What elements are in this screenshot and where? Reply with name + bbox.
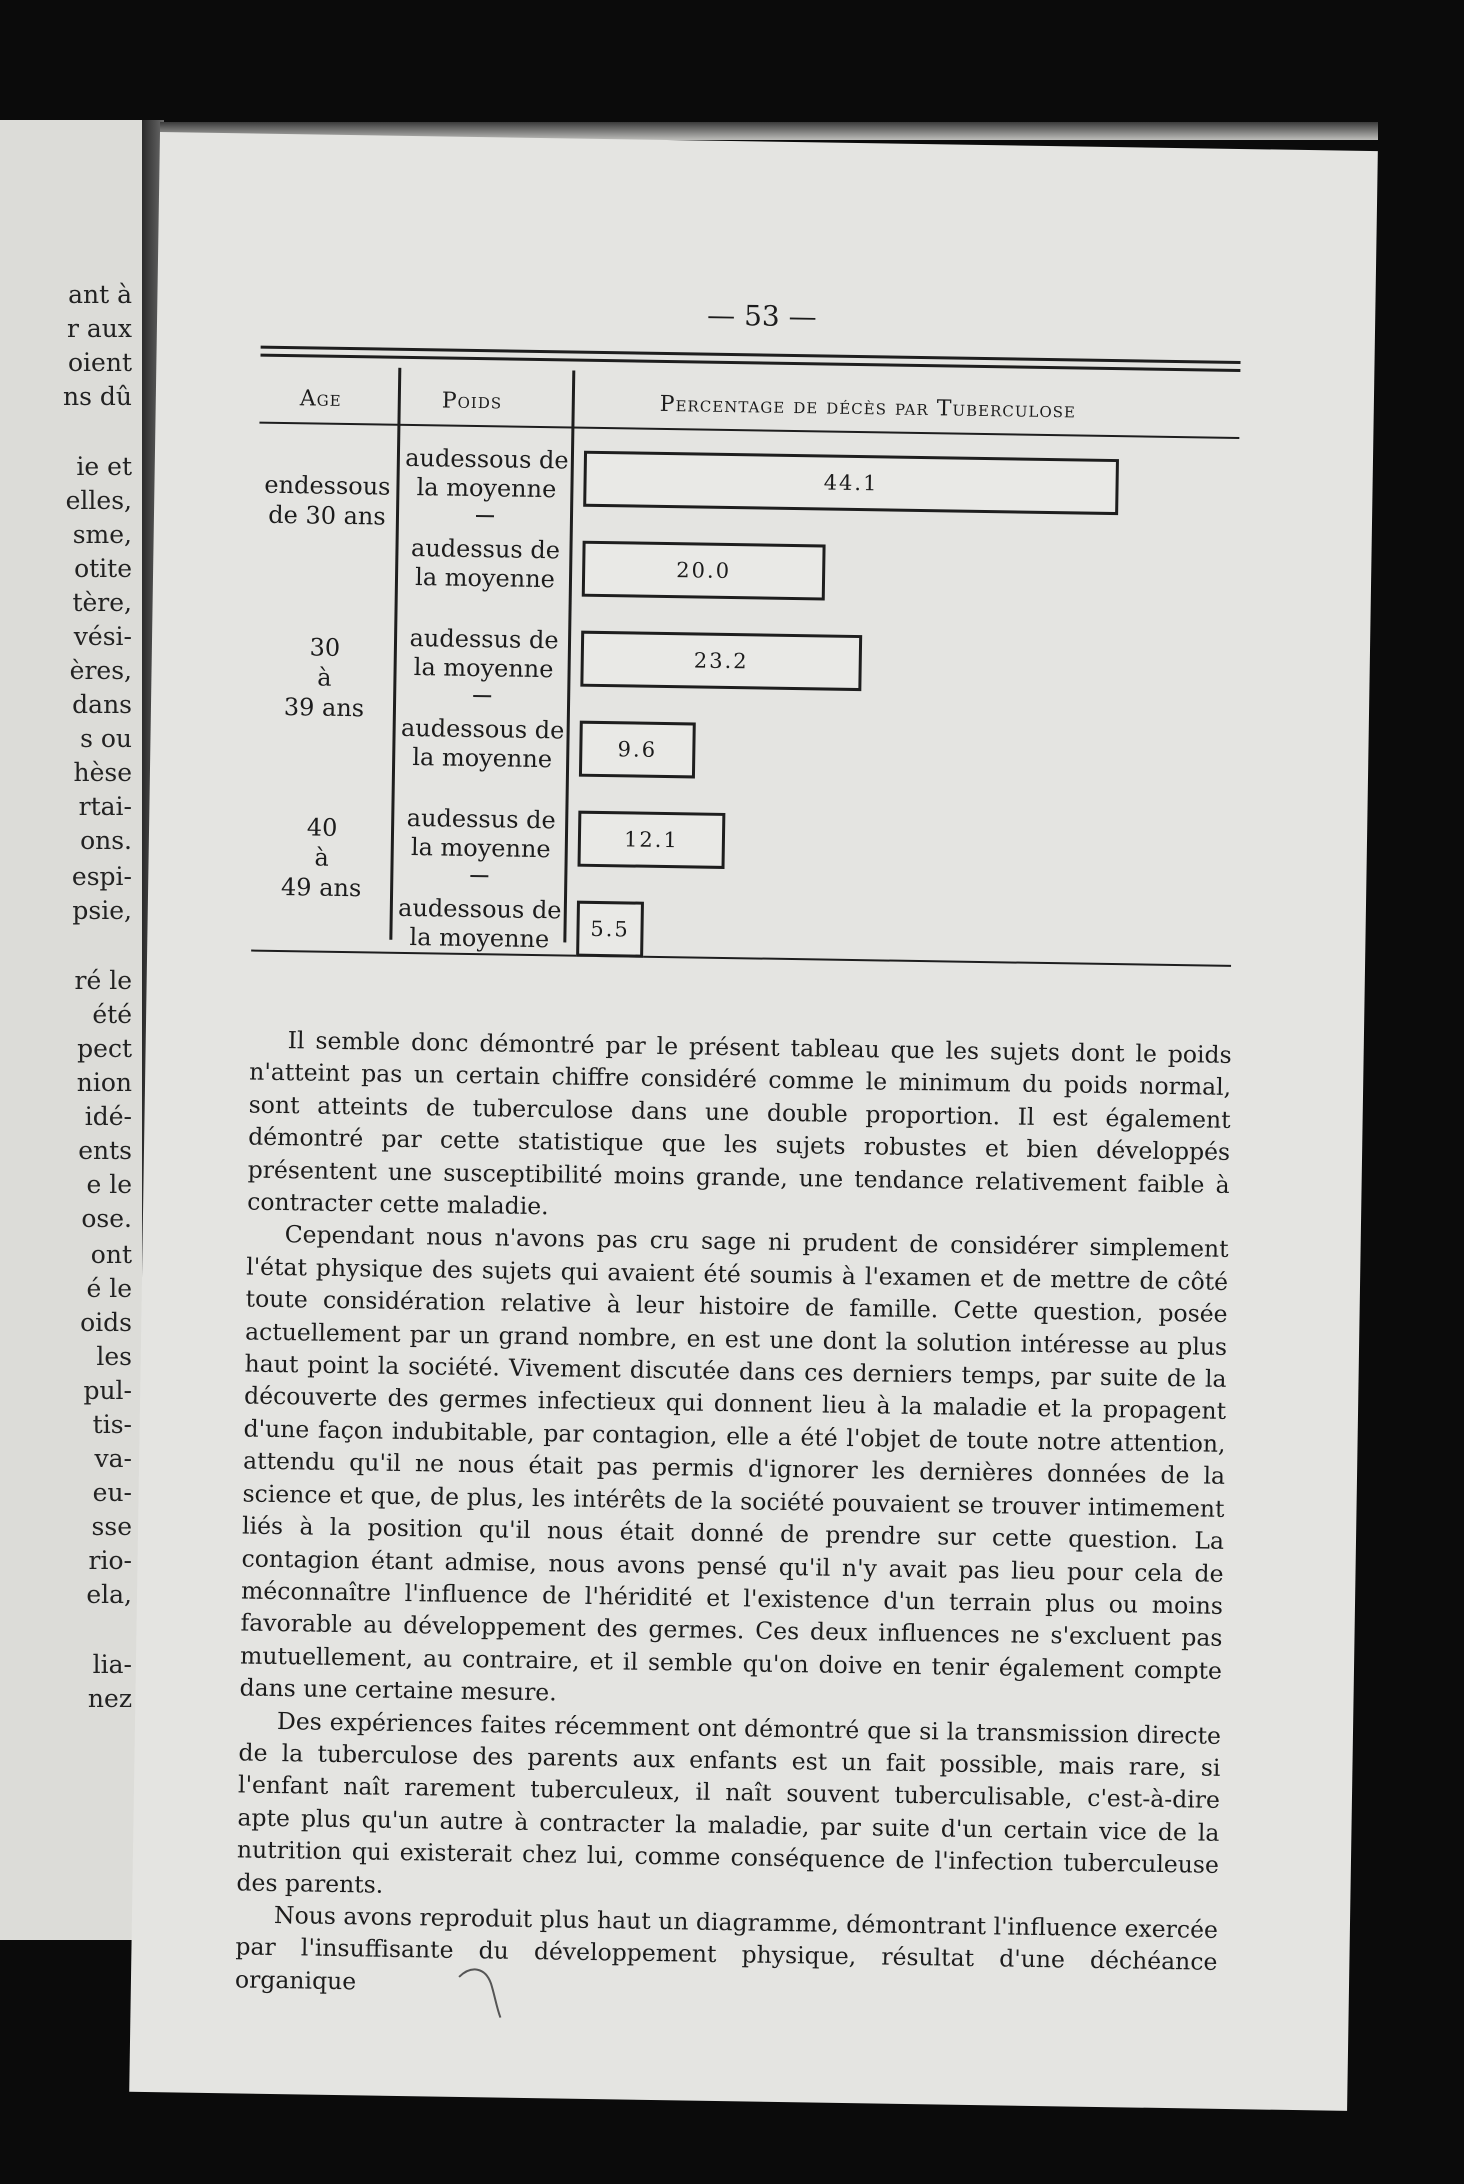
facing-page-text: ont	[90, 1240, 132, 1269]
paragraph: Cependant nous n'avons pas cru sage ni prudent de considérer simplement l'état physique des sujets qui avaient été soumis à l'examen et de mettre de côté toute considération relative à leur histoire de famille. Cette question, posée actuellement par un grand nombre, en est une dont la solution intéresse au plus haut point la société. Vivement discutée dans ces derniers temps, par suite de la découverte des germes infectieux qui donnent lieu à la maladie et la propagent d'une façon indubitable, par contagion, elle a été l'objet de toute notre attention, attendu qu'il ne nous était pas permis d'ignorer les dernières données de la science et que, de plus, les intérêts de la société pouvaient se trouver intimement liés à la position qu'il nous était donné de prendre sur cette question. La contagion étant admise, nous avons pensé qu'il n'y avait pas lieu pour cela de méconnaître l'influence de l'héridité et l'existence d'un terrain plus ou moins favorable au développement des germes. Ces deux influences ne s'excluent pas mutuellement, au contraire, et il semble qu'on doive en tenir également compte dans une certaine mesure.	[239, 1220, 1229, 1707]
bar-value: 9.6	[617, 737, 658, 762]
facing-page-text: hèse	[73, 758, 132, 787]
facing-page-text: oient	[68, 348, 132, 377]
age-group-label: 40 à 49 ans	[280, 813, 362, 903]
table-top-rule-2	[260, 354, 1240, 372]
facing-page-text: tère,	[72, 588, 132, 617]
facing-page-text: psie,	[72, 896, 132, 925]
facing-page-text: oids	[80, 1308, 132, 1337]
header-poids: Poids	[441, 388, 503, 415]
bar-value: 12.1	[623, 827, 680, 853]
facing-page-text: les	[96, 1342, 132, 1371]
percentage-bar	[576, 901, 644, 958]
poids-label: audessus de la moyenne	[406, 803, 556, 864]
facing-page-text: ose.	[81, 1204, 132, 1233]
facing-page-text: va-	[94, 1444, 132, 1473]
age-group-label: 30 à 39 ans	[283, 633, 365, 723]
poids-label: audessus de la moyenne	[410, 533, 561, 594]
facing-page-text: é le	[86, 1274, 132, 1303]
facing-page-text: ères,	[69, 656, 132, 685]
bar-value: 44.1	[823, 470, 879, 496]
facing-page-text: ant à	[68, 280, 132, 309]
facing-page-text: pul-	[83, 1376, 132, 1405]
facing-page-fragment	[0, 120, 142, 1940]
facing-page-text: ré le	[74, 966, 132, 995]
facing-page-text: pect	[77, 1034, 132, 1063]
poids-label: audessus de la moyenne	[409, 623, 559, 684]
header-percentage: Percentage de décès par Tuberculose	[659, 391, 1077, 424]
facing-page-text: nez	[87, 1684, 132, 1713]
page-number: — 53 —	[706, 298, 817, 334]
facing-page-text: espi-	[71, 862, 132, 891]
facing-page-text: sme,	[72, 520, 132, 549]
bar-value: 23.2	[693, 648, 749, 674]
facing-page-text: elles,	[65, 486, 132, 515]
facing-page-text: ela,	[86, 1580, 132, 1609]
facing-page-text: été	[92, 1000, 132, 1029]
facing-page-text: otite	[74, 554, 132, 583]
poids-label: audessous de la moyenne	[397, 893, 562, 954]
percentage-bar	[583, 451, 1119, 515]
header-rule	[259, 422, 1239, 439]
facing-page-text: eu-	[92, 1478, 132, 1507]
facing-page-text: rtai-	[78, 792, 132, 821]
percentage-bar	[578, 811, 726, 869]
poids-label: audessous de la moyenne	[400, 713, 565, 774]
paragraph: Il semble donc démontré par le présent tableau que les sujets dont le poids n'atteint pas un certain chiffre considéré comme le minimum du poids normal, sont atteints de tuberculose dans une double proportion. Il est également démontré par cette statistique que les sujets robustes et bien développés présentent une susceptibilité moins grande, une tendance relativement faible à contracter cette maladie.	[246, 1026, 1232, 1221]
book-page	[129, 132, 1378, 2111]
separator-dash	[476, 515, 494, 517]
facing-page-text: nion	[76, 1068, 132, 1097]
paragraph: Nous avons reproduit plus haut un diagramme, démontrant l'influence exercée par l'insuffisante du développement physique, résultat d'une déchéance organique	[234, 1900, 1219, 1996]
facing-page-text: sse	[91, 1512, 132, 1541]
facing-page-text: rio-	[88, 1546, 132, 1575]
separator-dash	[473, 695, 491, 697]
poids-label: audessous de la moyenne	[404, 443, 569, 504]
age-group-label: endessous de 30 ans	[264, 470, 391, 531]
facing-page-text: vési-	[73, 622, 132, 651]
facing-page-text: dans	[72, 690, 132, 719]
facing-page-text: tis-	[92, 1410, 132, 1439]
tuberculosis-table	[251, 346, 1241, 977]
bar-value: 20.0	[676, 558, 732, 584]
facing-page-text: e le	[86, 1170, 132, 1199]
facing-page-text: ie et	[76, 452, 132, 481]
facing-page-text: ons.	[80, 826, 132, 855]
percentage-bar	[580, 631, 862, 691]
table-bottom-rule	[251, 950, 1231, 967]
facing-page-text: s ou	[80, 724, 132, 753]
body-text	[235, 1024, 1232, 2011]
bar-value: 5.5	[590, 916, 630, 942]
percentage-bar	[582, 541, 826, 601]
percentage-bar	[579, 721, 696, 779]
facing-page-text: lia-	[92, 1650, 132, 1679]
pencil-mark-icon	[450, 1957, 511, 2028]
paragraph: Des expériences faites récemment ont démontré que si la transmission directe de la tuberculose des parents aux enfants est un fait possible, mais rare, si l'enfant naît rarement tuberculeux, il naît souvent tuberculisable, c'est-à-dire apte plus qu'un autre à contracter la maladie, par suite d'un certain vice de la nutrition qui existerait chez lui, comme conséquence de l'infection tuberculeuse des parents.	[236, 1706, 1222, 1899]
facing-page-text: ents	[78, 1136, 132, 1165]
header-age: Age	[299, 386, 342, 412]
separator-dash	[470, 875, 488, 877]
facing-page-text: r aux	[66, 314, 132, 343]
facing-page-text: idé-	[84, 1102, 132, 1131]
facing-page-text: ns dû	[63, 382, 132, 411]
